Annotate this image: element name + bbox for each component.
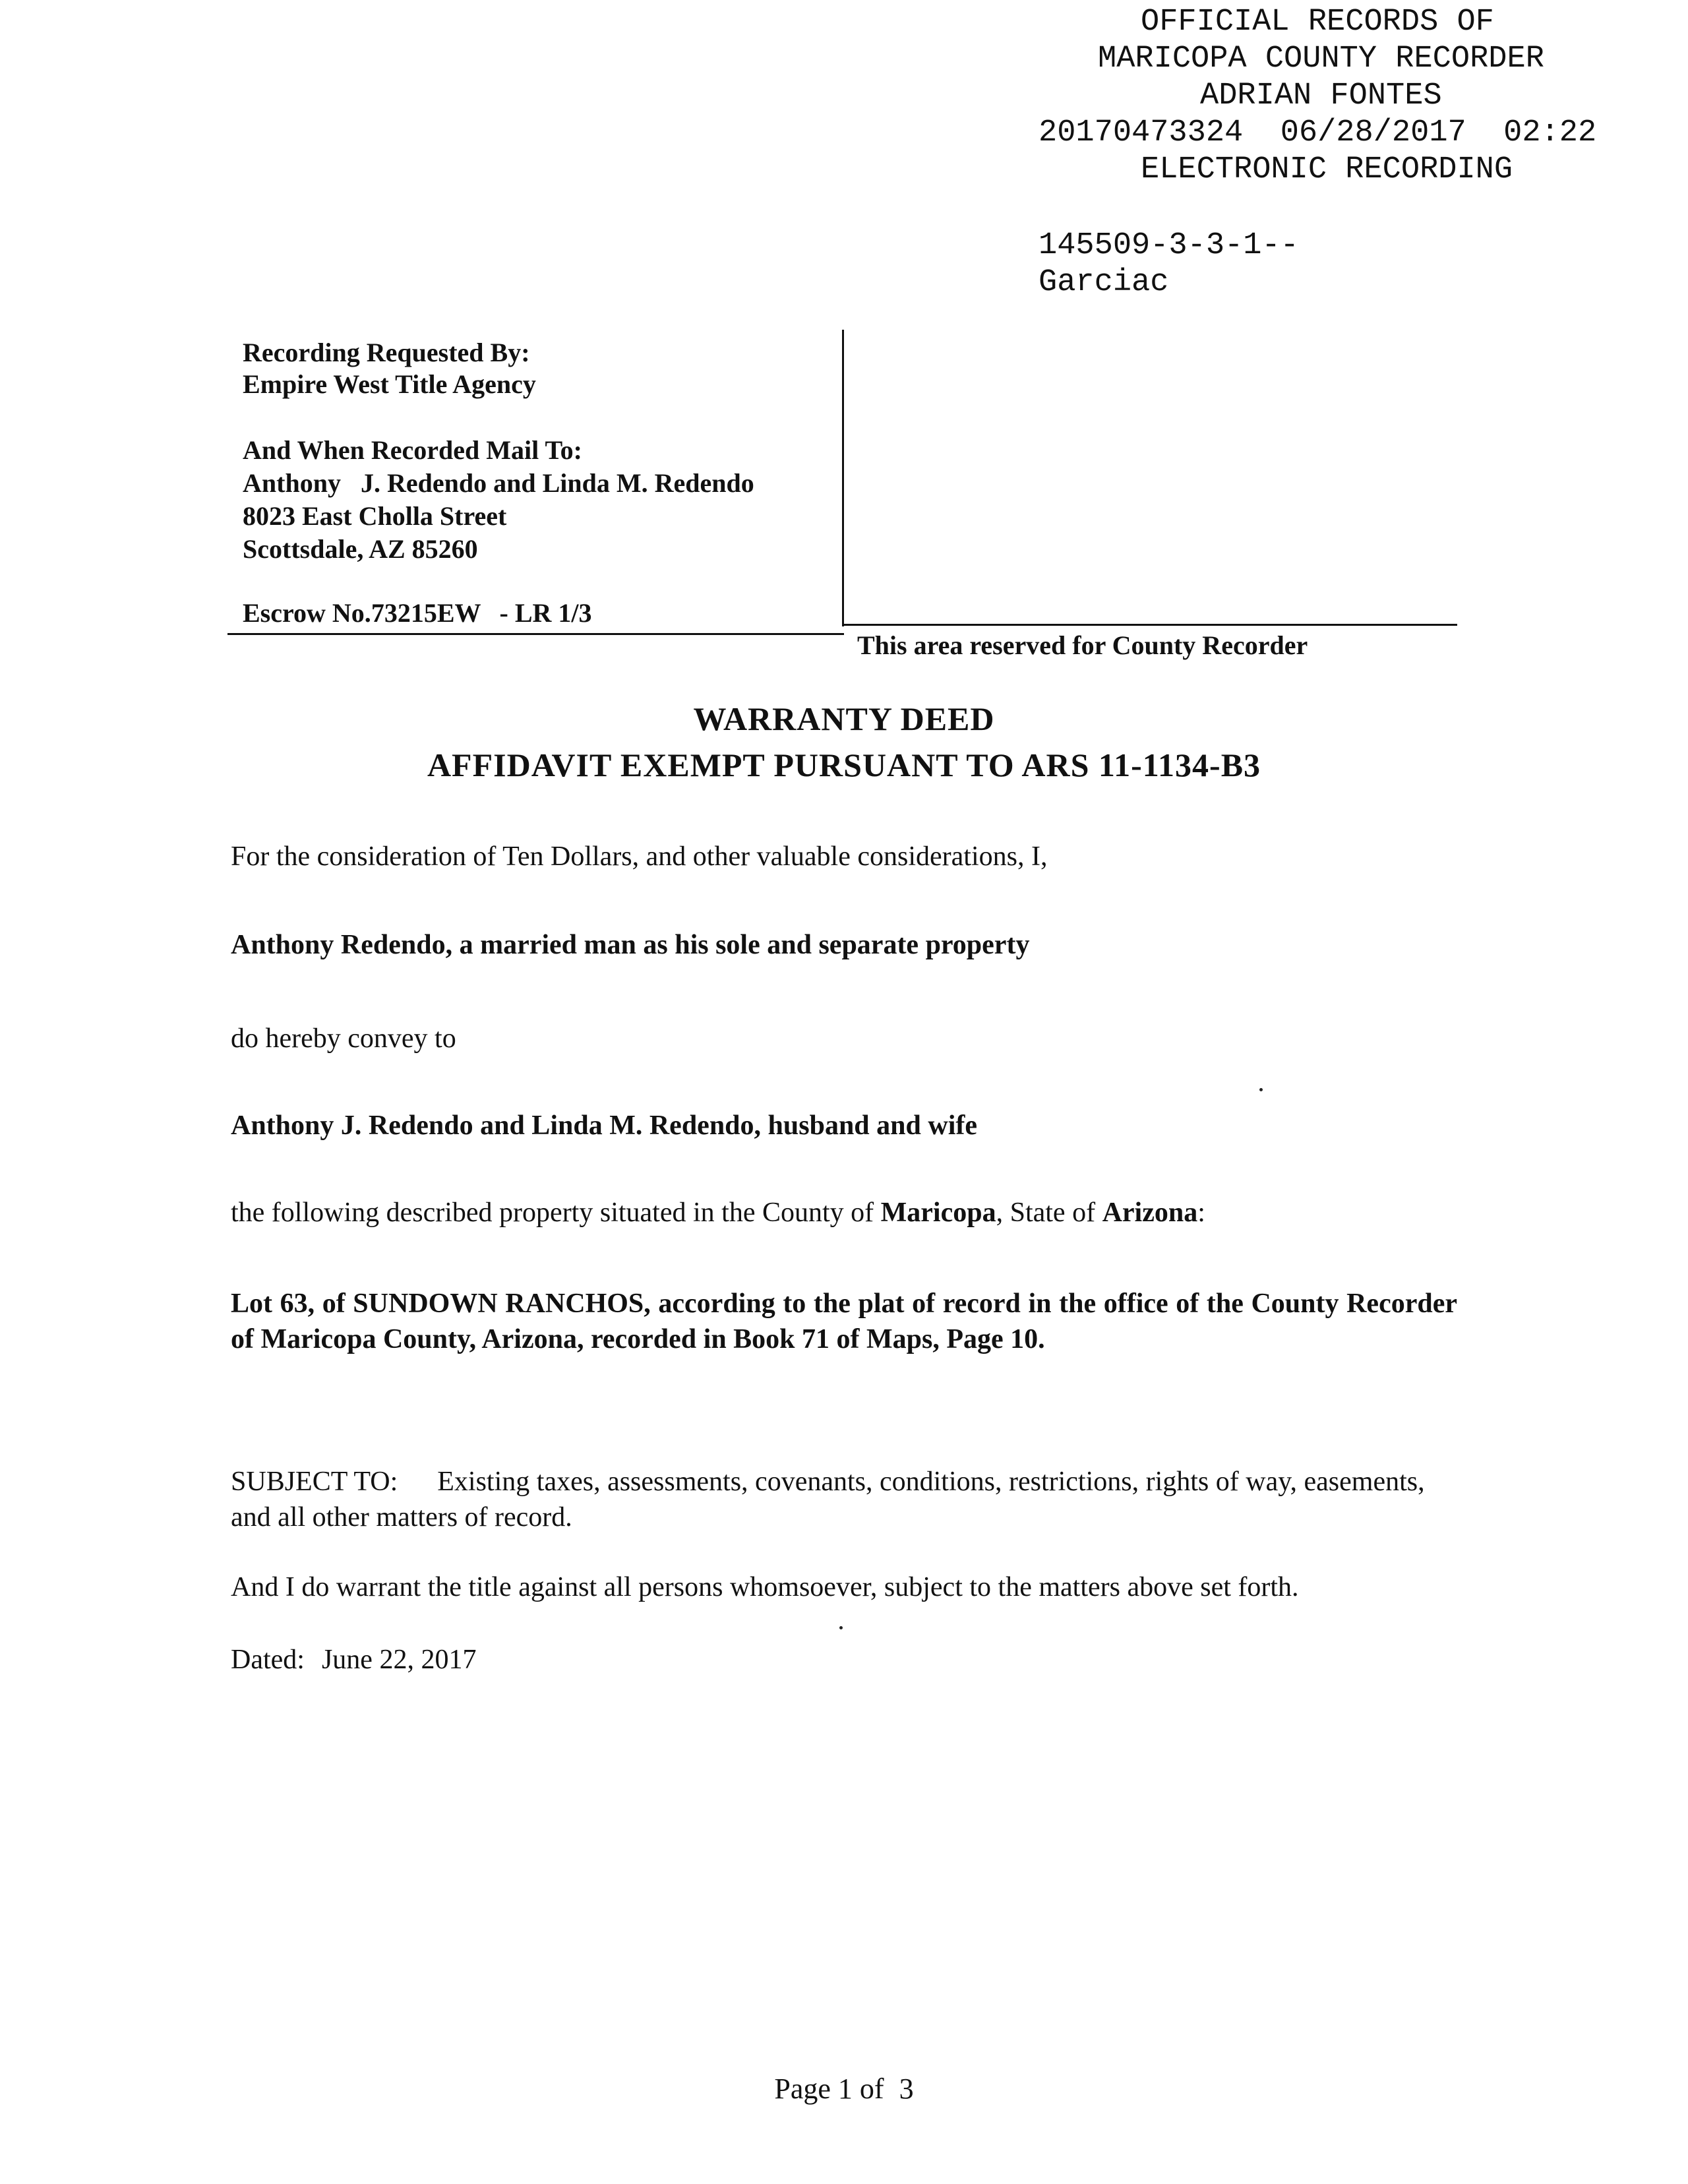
mail-to-city: Scottsdale, AZ 85260: [243, 534, 478, 564]
convey-clause: do hereby convey to: [231, 1023, 456, 1054]
scan-speck: [1259, 1088, 1263, 1091]
property-suffix: :: [1197, 1198, 1205, 1228]
recorder-area-underline: [844, 624, 1457, 626]
escrow-value: 73215EW: [371, 598, 481, 628]
mail-to-name: Anthony J. Redendo and Linda M. Redendo: [243, 468, 754, 498]
subject-to-label: SUBJECT TO:: [231, 1467, 398, 1497]
page-label: Page 1 of: [774, 2073, 884, 2105]
county: Maricopa: [880, 1198, 996, 1228]
consideration-clause: For the consideration of Ten Dollars, and other valuable considerations, I,: [231, 841, 1048, 872]
property-prefix: the following described property situated in the County of: [231, 1198, 881, 1228]
escrow-suffix: - LR 1/3: [499, 598, 592, 628]
dated-value: June 22, 2017: [321, 1645, 477, 1675]
state: Arizona: [1102, 1198, 1198, 1228]
stamp-record-line: [1039, 115, 1596, 152]
requested-by-value: Empire West Title Agency: [243, 369, 536, 399]
stamp-line-2: MARICOPA COUNTY RECORDER: [1098, 42, 1544, 76]
grantee: Anthony J. Redendo and Linda M. Redendo, husband and wife: [231, 1110, 978, 1141]
legal-description: Lot 63, of SUNDOWN RANCHOS, according to the plat of record in the office of the County Recorder of Maricopa County, Arizona, recorded in Book 71 of Maps, Page 10.: [231, 1289, 1457, 1354]
recording-block-underline: [227, 633, 844, 635]
grantor: Anthony Redendo, a married man as his sole and separate property: [231, 930, 1030, 960]
recorder-area-divider: [842, 330, 844, 626]
requested-by-label: Recording Requested By:: [243, 338, 530, 367]
page-number: [0, 2071, 1688, 2108]
warranty-clause: And I do warrant the title against all persons whomsoever, subject to the matters above set forth.: [231, 1572, 1299, 1602]
property-location: [231, 1195, 1205, 1230]
page-total: 3: [899, 2073, 914, 2105]
document-subtitle: AFFIDAVIT EXEMPT PURSUANT TO ARS 11-1134-B3: [427, 746, 1261, 783]
scan-speck: [839, 1626, 843, 1629]
dated-line: [231, 1642, 476, 1678]
subject-to-text: Existing taxes, assessments, covenants, conditions, restrictions, rights of way, easements, and all other matters of record.: [231, 1467, 1425, 1532]
mail-to-label: And When Recorded Mail To:: [243, 435, 582, 465]
document-title: WARRANTY DEED: [693, 700, 995, 737]
stamp-record-number: 20170473324: [1039, 115, 1244, 150]
property-mid: , State of: [996, 1198, 1102, 1228]
stamp-record-date: 06/28/2017: [1280, 115, 1466, 150]
stamp-reference: 145509-3-3-1--: [1039, 228, 1299, 263]
stamp-clerk: Garciac: [1039, 265, 1169, 300]
stamp-record-time: 02:22: [1503, 115, 1597, 150]
stamp-recorder-name: ADRIAN FONTES: [1200, 78, 1442, 113]
reserved-area-label: This area reserved for County Recorder: [857, 630, 1308, 660]
dated-label: Dated:: [231, 1645, 305, 1675]
subject-to-clause: [231, 1464, 1457, 1535]
mail-to-street: 8023 East Cholla Street: [243, 501, 507, 531]
stamp-line-1: OFFICIAL RECORDS OF: [1141, 5, 1494, 40]
escrow-label: Escrow No.: [243, 598, 371, 628]
stamp-line-5: ELECTRONIC RECORDING: [1141, 152, 1513, 187]
escrow-number: [243, 597, 592, 630]
